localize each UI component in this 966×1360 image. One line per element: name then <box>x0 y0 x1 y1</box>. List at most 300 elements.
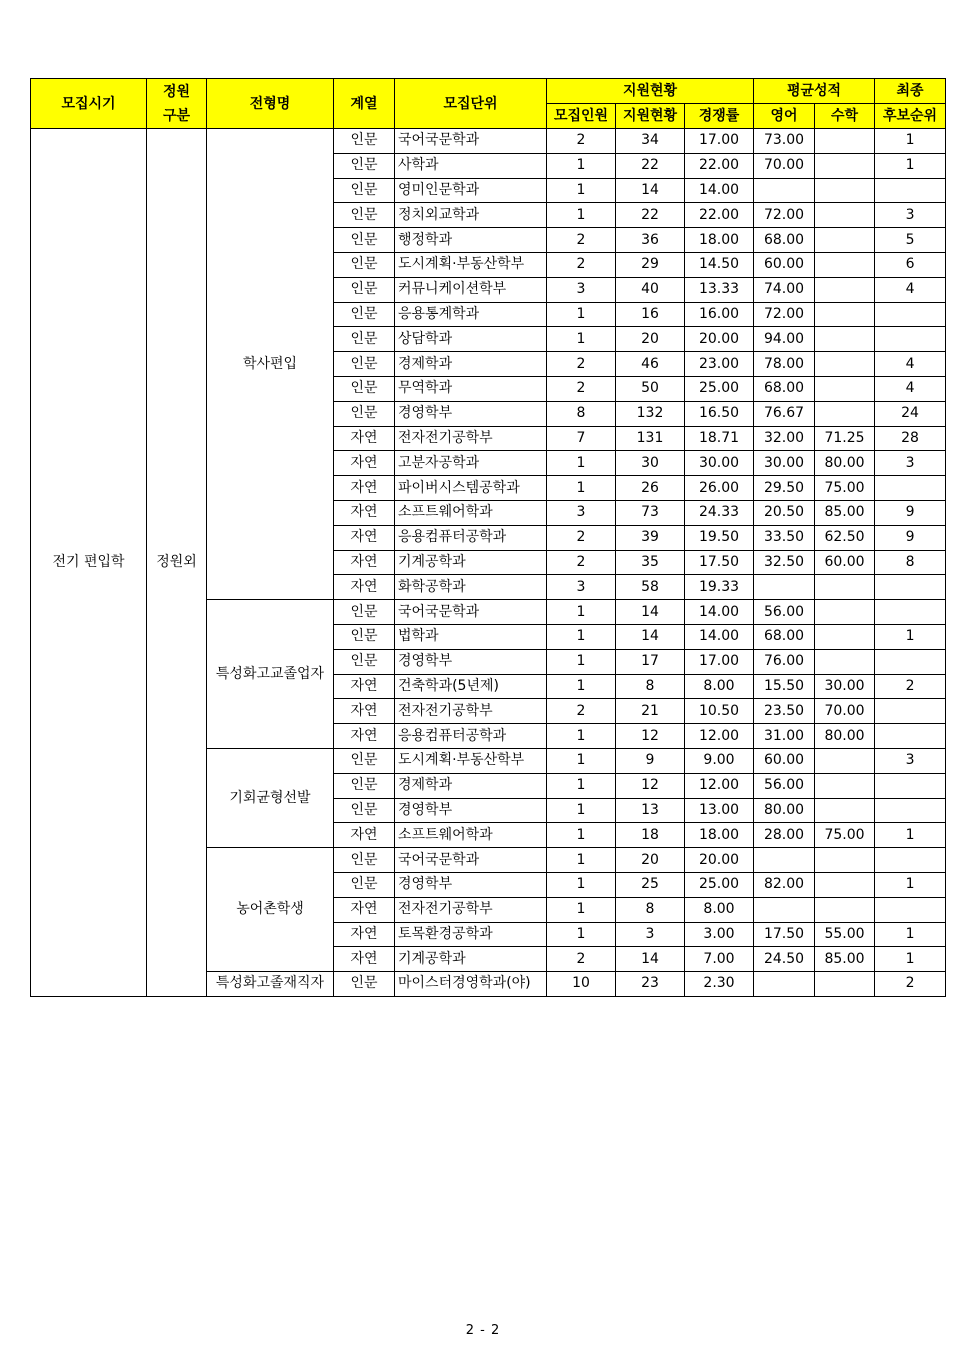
applicants-cell: 12 <box>616 724 685 749</box>
field-cell: 자연 <box>334 897 395 922</box>
unit-cell: 국어국문학과 <box>395 848 547 873</box>
recruit-cell: 1 <box>547 302 616 327</box>
field-cell: 인문 <box>334 798 395 823</box>
ratio-cell: 17.00 <box>685 649 754 674</box>
unit-cell: 응용컴퓨터공학과 <box>395 724 547 749</box>
math-cell <box>815 153 875 178</box>
waitlist-cell <box>875 897 946 922</box>
math-cell <box>815 798 875 823</box>
ratio-cell: 23.00 <box>685 352 754 377</box>
math-cell: 85.00 <box>815 500 875 525</box>
waitlist-cell: 3 <box>875 451 946 476</box>
recruit-cell: 1 <box>547 922 616 947</box>
applicants-cell: 21 <box>616 699 685 724</box>
math-cell <box>815 848 875 873</box>
english-cell: 56.00 <box>754 773 815 798</box>
math-cell <box>815 773 875 798</box>
waitlist-cell: 28 <box>875 426 946 451</box>
unit-cell: 건축학과(5년제) <box>395 674 547 699</box>
waitlist-cell: 2 <box>875 674 946 699</box>
waitlist-cell: 4 <box>875 376 946 401</box>
math-cell <box>815 203 875 228</box>
waitlist-cell: 24 <box>875 401 946 426</box>
applicants-cell: 23 <box>616 972 685 997</box>
applicants-cell: 12 <box>616 773 685 798</box>
ratio-cell: 10.50 <box>685 699 754 724</box>
waitlist-cell: 3 <box>875 748 946 773</box>
unit-cell: 토목환경공학과 <box>395 922 547 947</box>
math-cell <box>815 129 875 154</box>
applicants-cell: 131 <box>616 426 685 451</box>
english-cell: 68.00 <box>754 624 815 649</box>
applicants-cell: 22 <box>616 203 685 228</box>
math-cell: 80.00 <box>815 724 875 749</box>
unit-cell: 기계공학과 <box>395 550 547 575</box>
english-cell: 32.50 <box>754 550 815 575</box>
header-period: 모집시기 <box>31 79 147 129</box>
field-cell: 인문 <box>334 252 395 277</box>
field-cell: 인문 <box>334 600 395 625</box>
header-waitlist: 후보순위 <box>875 104 946 129</box>
applicants-cell: 73 <box>616 500 685 525</box>
applicants-cell: 29 <box>616 252 685 277</box>
field-cell: 자연 <box>334 426 395 451</box>
ratio-cell: 18.00 <box>685 823 754 848</box>
ratio-cell: 22.00 <box>685 203 754 228</box>
english-cell: 17.50 <box>754 922 815 947</box>
ratio-cell: 30.00 <box>685 451 754 476</box>
unit-cell: 전자전기공학부 <box>395 426 547 451</box>
ratio-cell: 25.00 <box>685 872 754 897</box>
field-cell: 인문 <box>334 277 395 302</box>
math-cell <box>815 252 875 277</box>
unit-cell: 소프트웨어학과 <box>395 823 547 848</box>
math-cell <box>815 228 875 253</box>
waitlist-cell: 1 <box>875 872 946 897</box>
waitlist-cell: 6 <box>875 252 946 277</box>
applicants-cell: 20 <box>616 327 685 352</box>
field-cell: 인문 <box>334 872 395 897</box>
math-cell: 62.50 <box>815 525 875 550</box>
quota-type-cell: 정원외 <box>147 129 207 997</box>
header-english: 영어 <box>754 104 815 129</box>
unit-cell: 사학과 <box>395 153 547 178</box>
applicants-cell: 26 <box>616 476 685 501</box>
ratio-cell: 14.00 <box>685 178 754 203</box>
math-cell: 85.00 <box>815 947 875 972</box>
track-cell: 농어촌학생 <box>207 848 334 972</box>
recruit-cell: 3 <box>547 277 616 302</box>
unit-cell: 소프트웨어학과 <box>395 500 547 525</box>
field-cell: 자연 <box>334 451 395 476</box>
ratio-cell: 18.00 <box>685 228 754 253</box>
waitlist-cell: 1 <box>875 947 946 972</box>
recruit-cell: 2 <box>547 947 616 972</box>
unit-cell: 경영학부 <box>395 649 547 674</box>
track-cell: 학사편입 <box>207 129 334 600</box>
field-cell: 자연 <box>334 823 395 848</box>
waitlist-cell: 5 <box>875 228 946 253</box>
math-cell: 30.00 <box>815 674 875 699</box>
english-cell: 68.00 <box>754 376 815 401</box>
recruit-cell: 10 <box>547 972 616 997</box>
recruit-cell: 1 <box>547 624 616 649</box>
waitlist-cell: 2 <box>875 972 946 997</box>
recruit-cell: 2 <box>547 352 616 377</box>
header-field: 계열 <box>334 79 395 129</box>
unit-cell: 경영학부 <box>395 872 547 897</box>
field-cell: 자연 <box>334 476 395 501</box>
applicants-cell: 8 <box>616 897 685 922</box>
unit-cell: 응용컴퓨터공학과 <box>395 525 547 550</box>
header-apply-status: 지원현황 <box>547 79 754 104</box>
english-cell: 15.50 <box>754 674 815 699</box>
ratio-cell: 26.00 <box>685 476 754 501</box>
ratio-cell: 14.00 <box>685 600 754 625</box>
waitlist-cell <box>875 600 946 625</box>
waitlist-cell <box>875 699 946 724</box>
applicants-cell: 35 <box>616 550 685 575</box>
applicants-cell: 34 <box>616 129 685 154</box>
english-cell: 80.00 <box>754 798 815 823</box>
unit-cell: 경제학과 <box>395 352 547 377</box>
ratio-cell: 19.33 <box>685 575 754 600</box>
applicants-cell: 14 <box>616 600 685 625</box>
english-cell: 23.50 <box>754 699 815 724</box>
ratio-cell: 13.33 <box>685 277 754 302</box>
applicants-cell: 25 <box>616 872 685 897</box>
english-cell: 76.00 <box>754 649 815 674</box>
english-cell: 74.00 <box>754 277 815 302</box>
applicants-cell: 3 <box>616 922 685 947</box>
math-cell: 75.00 <box>815 823 875 848</box>
field-cell: 인문 <box>334 773 395 798</box>
unit-cell: 상담학과 <box>395 327 547 352</box>
english-cell: 31.00 <box>754 724 815 749</box>
field-cell: 인문 <box>334 153 395 178</box>
header-unit: 모집단위 <box>395 79 547 129</box>
waitlist-cell <box>875 798 946 823</box>
english-cell: 24.50 <box>754 947 815 972</box>
header-math: 수학 <box>815 104 875 129</box>
english-cell: 68.00 <box>754 228 815 253</box>
math-cell <box>815 649 875 674</box>
recruit-cell: 1 <box>547 153 616 178</box>
recruit-cell: 1 <box>547 823 616 848</box>
period-cell: 전기 편입학 <box>31 129 147 997</box>
math-cell <box>815 600 875 625</box>
english-cell: 72.00 <box>754 203 815 228</box>
unit-cell: 경영학부 <box>395 798 547 823</box>
english-cell <box>754 178 815 203</box>
recruit-cell: 1 <box>547 674 616 699</box>
math-cell <box>815 624 875 649</box>
header-final: 최종 <box>875 79 946 104</box>
ratio-cell: 24.33 <box>685 500 754 525</box>
unit-cell: 영미인문학과 <box>395 178 547 203</box>
ratio-cell: 9.00 <box>685 748 754 773</box>
recruit-cell: 1 <box>547 748 616 773</box>
field-cell: 자연 <box>334 724 395 749</box>
recruit-cell: 1 <box>547 451 616 476</box>
field-cell: 자연 <box>334 575 395 600</box>
field-cell: 인문 <box>334 972 395 997</box>
header-recruit: 모집인원 <box>547 104 616 129</box>
field-cell: 자연 <box>334 947 395 972</box>
english-cell: 82.00 <box>754 872 815 897</box>
ratio-cell: 16.00 <box>685 302 754 327</box>
field-cell: 인문 <box>334 352 395 377</box>
applicants-cell: 58 <box>616 575 685 600</box>
field-cell: 자연 <box>334 550 395 575</box>
waitlist-cell: 9 <box>875 525 946 550</box>
waitlist-cell <box>875 724 946 749</box>
unit-cell: 도시계획·부동산학부 <box>395 252 547 277</box>
math-cell <box>815 352 875 377</box>
recruit-cell: 2 <box>547 550 616 575</box>
field-cell: 자연 <box>334 699 395 724</box>
field-cell: 인문 <box>334 748 395 773</box>
math-cell <box>815 972 875 997</box>
field-cell: 인문 <box>334 129 395 154</box>
waitlist-cell: 4 <box>875 352 946 377</box>
english-cell <box>754 575 815 600</box>
applicants-cell: 30 <box>616 451 685 476</box>
recruit-cell: 1 <box>547 724 616 749</box>
applicants-cell: 14 <box>616 624 685 649</box>
unit-cell: 고분자공학과 <box>395 451 547 476</box>
waitlist-cell <box>875 302 946 327</box>
unit-cell: 전자전기공학부 <box>395 897 547 922</box>
recruit-cell: 3 <box>547 500 616 525</box>
recruit-cell: 1 <box>547 897 616 922</box>
math-cell <box>815 748 875 773</box>
waitlist-cell <box>875 178 946 203</box>
recruit-cell: 8 <box>547 401 616 426</box>
ratio-cell: 12.00 <box>685 724 754 749</box>
ratio-cell: 17.00 <box>685 129 754 154</box>
recruit-cell: 1 <box>547 848 616 873</box>
ratio-cell: 14.00 <box>685 624 754 649</box>
ratio-cell: 25.00 <box>685 376 754 401</box>
ratio-cell: 7.00 <box>685 947 754 972</box>
track-cell: 특성화고교졸업자 <box>207 600 334 749</box>
unit-cell: 정치외교학과 <box>395 203 547 228</box>
field-cell: 인문 <box>334 228 395 253</box>
page-number: 2 - 2 <box>465 1323 501 1338</box>
field-cell: 인문 <box>334 848 395 873</box>
math-cell <box>815 575 875 600</box>
table-row <box>31 129 946 154</box>
recruit-cell: 1 <box>547 327 616 352</box>
header-track: 전형명 <box>207 79 334 129</box>
waitlist-cell <box>875 575 946 600</box>
field-cell: 인문 <box>334 401 395 426</box>
math-cell: 71.25 <box>815 426 875 451</box>
applicants-cell: 9 <box>616 748 685 773</box>
applicants-cell: 36 <box>616 228 685 253</box>
applicants-cell: 22 <box>616 153 685 178</box>
field-cell: 인문 <box>334 178 395 203</box>
unit-cell: 국어국문학과 <box>395 600 547 625</box>
ratio-cell: 22.00 <box>685 153 754 178</box>
field-cell: 자연 <box>334 525 395 550</box>
english-cell: 70.00 <box>754 153 815 178</box>
ratio-cell: 12.00 <box>685 773 754 798</box>
applicants-cell: 20 <box>616 848 685 873</box>
math-cell <box>815 376 875 401</box>
applicants-cell: 14 <box>616 947 685 972</box>
waitlist-cell: 1 <box>875 624 946 649</box>
english-cell: 60.00 <box>754 748 815 773</box>
applicants-cell: 39 <box>616 525 685 550</box>
ratio-cell: 3.00 <box>685 922 754 947</box>
applicants-cell: 40 <box>616 277 685 302</box>
field-cell: 자연 <box>334 674 395 699</box>
applicants-cell: 14 <box>616 178 685 203</box>
applicants-cell: 16 <box>616 302 685 327</box>
english-cell: 33.50 <box>754 525 815 550</box>
table-body <box>31 129 946 997</box>
waitlist-cell: 3 <box>875 203 946 228</box>
track-cell: 특성화고졸재직자 <box>207 972 334 997</box>
track-cell: 기회균형선발 <box>207 748 334 847</box>
waitlist-cell: 1 <box>875 823 946 848</box>
field-cell: 인문 <box>334 327 395 352</box>
unit-cell: 도시계획·부동산학부 <box>395 748 547 773</box>
english-cell <box>754 972 815 997</box>
recruit-cell: 2 <box>547 129 616 154</box>
applicants-cell: 18 <box>616 823 685 848</box>
applicants-cell: 50 <box>616 376 685 401</box>
header-applicants: 지원현황 <box>616 104 685 129</box>
recruit-cell: 1 <box>547 872 616 897</box>
english-cell: 28.00 <box>754 823 815 848</box>
waitlist-cell <box>875 327 946 352</box>
english-cell: 60.00 <box>754 252 815 277</box>
math-cell <box>815 178 875 203</box>
applicants-cell: 8 <box>616 674 685 699</box>
unit-cell: 화학공학과 <box>395 575 547 600</box>
applicants-cell: 132 <box>616 401 685 426</box>
recruit-cell: 2 <box>547 376 616 401</box>
english-cell <box>754 848 815 873</box>
field-cell: 인문 <box>334 376 395 401</box>
field-cell: 인문 <box>334 624 395 649</box>
english-cell: 30.00 <box>754 451 815 476</box>
field-cell: 자연 <box>334 500 395 525</box>
field-cell: 인문 <box>334 649 395 674</box>
math-cell: 80.00 <box>815 451 875 476</box>
unit-cell: 국어국문학과 <box>395 129 547 154</box>
english-cell: 56.00 <box>754 600 815 625</box>
unit-cell: 커뮤니케이션학부 <box>395 277 547 302</box>
ratio-cell: 2.30 <box>685 972 754 997</box>
ratio-cell: 20.00 <box>685 848 754 873</box>
unit-cell: 파이버시스템공학과 <box>395 476 547 501</box>
recruit-cell: 2 <box>547 525 616 550</box>
ratio-cell: 19.50 <box>685 525 754 550</box>
recruit-cell: 1 <box>547 600 616 625</box>
ratio-cell: 14.50 <box>685 252 754 277</box>
ratio-cell: 17.50 <box>685 550 754 575</box>
recruit-cell: 2 <box>547 228 616 253</box>
english-cell: 94.00 <box>754 327 815 352</box>
english-cell <box>754 897 815 922</box>
recruit-cell: 3 <box>547 575 616 600</box>
waitlist-cell <box>875 773 946 798</box>
unit-cell: 무역학과 <box>395 376 547 401</box>
applicants-cell: 17 <box>616 649 685 674</box>
ratio-cell: 8.00 <box>685 674 754 699</box>
math-cell: 75.00 <box>815 476 875 501</box>
waitlist-cell: 9 <box>875 500 946 525</box>
ratio-cell: 8.00 <box>685 897 754 922</box>
english-cell: 72.00 <box>754 302 815 327</box>
unit-cell: 기계공학과 <box>395 947 547 972</box>
recruit-cell: 1 <box>547 773 616 798</box>
english-cell: 20.50 <box>754 500 815 525</box>
unit-cell: 전자전기공학부 <box>395 699 547 724</box>
recruit-cell: 1 <box>547 178 616 203</box>
header-quota-type <box>147 79 207 129</box>
waitlist-cell: 1 <box>875 129 946 154</box>
ratio-cell: 13.00 <box>685 798 754 823</box>
unit-cell: 경제학과 <box>395 773 547 798</box>
admission-results-table <box>30 78 946 997</box>
english-cell: 76.67 <box>754 401 815 426</box>
math-cell: 60.00 <box>815 550 875 575</box>
ratio-cell: 20.00 <box>685 327 754 352</box>
header-quota-type-line1: 정원 <box>162 83 191 100</box>
waitlist-cell: 1 <box>875 922 946 947</box>
waitlist-cell: 4 <box>875 277 946 302</box>
math-cell <box>815 401 875 426</box>
unit-cell: 마이스터경영학과(야) <box>395 972 547 997</box>
waitlist-cell <box>875 848 946 873</box>
recruit-cell: 1 <box>547 798 616 823</box>
field-cell: 인문 <box>334 302 395 327</box>
field-cell: 자연 <box>334 922 395 947</box>
math-cell: 70.00 <box>815 699 875 724</box>
table-header <box>31 79 946 129</box>
header-avg-score: 평균성적 <box>754 79 875 104</box>
waitlist-cell: 1 <box>875 153 946 178</box>
recruit-cell: 7 <box>547 426 616 451</box>
recruit-cell: 2 <box>547 252 616 277</box>
applicants-cell: 46 <box>616 352 685 377</box>
recruit-cell: 2 <box>547 699 616 724</box>
waitlist-cell <box>875 476 946 501</box>
unit-cell: 행정학과 <box>395 228 547 253</box>
math-cell <box>815 872 875 897</box>
recruit-cell: 1 <box>547 203 616 228</box>
field-cell: 인문 <box>334 203 395 228</box>
waitlist-cell: 8 <box>875 550 946 575</box>
english-cell: 29.50 <box>754 476 815 501</box>
math-cell <box>815 897 875 922</box>
applicants-cell: 13 <box>616 798 685 823</box>
english-cell: 78.00 <box>754 352 815 377</box>
math-cell: 55.00 <box>815 922 875 947</box>
recruit-cell: 1 <box>547 476 616 501</box>
waitlist-cell <box>875 649 946 674</box>
recruit-cell: 1 <box>547 649 616 674</box>
ratio-cell: 18.71 <box>685 426 754 451</box>
header-ratio: 경쟁률 <box>685 104 754 129</box>
unit-cell: 응용통계학과 <box>395 302 547 327</box>
english-cell: 32.00 <box>754 426 815 451</box>
